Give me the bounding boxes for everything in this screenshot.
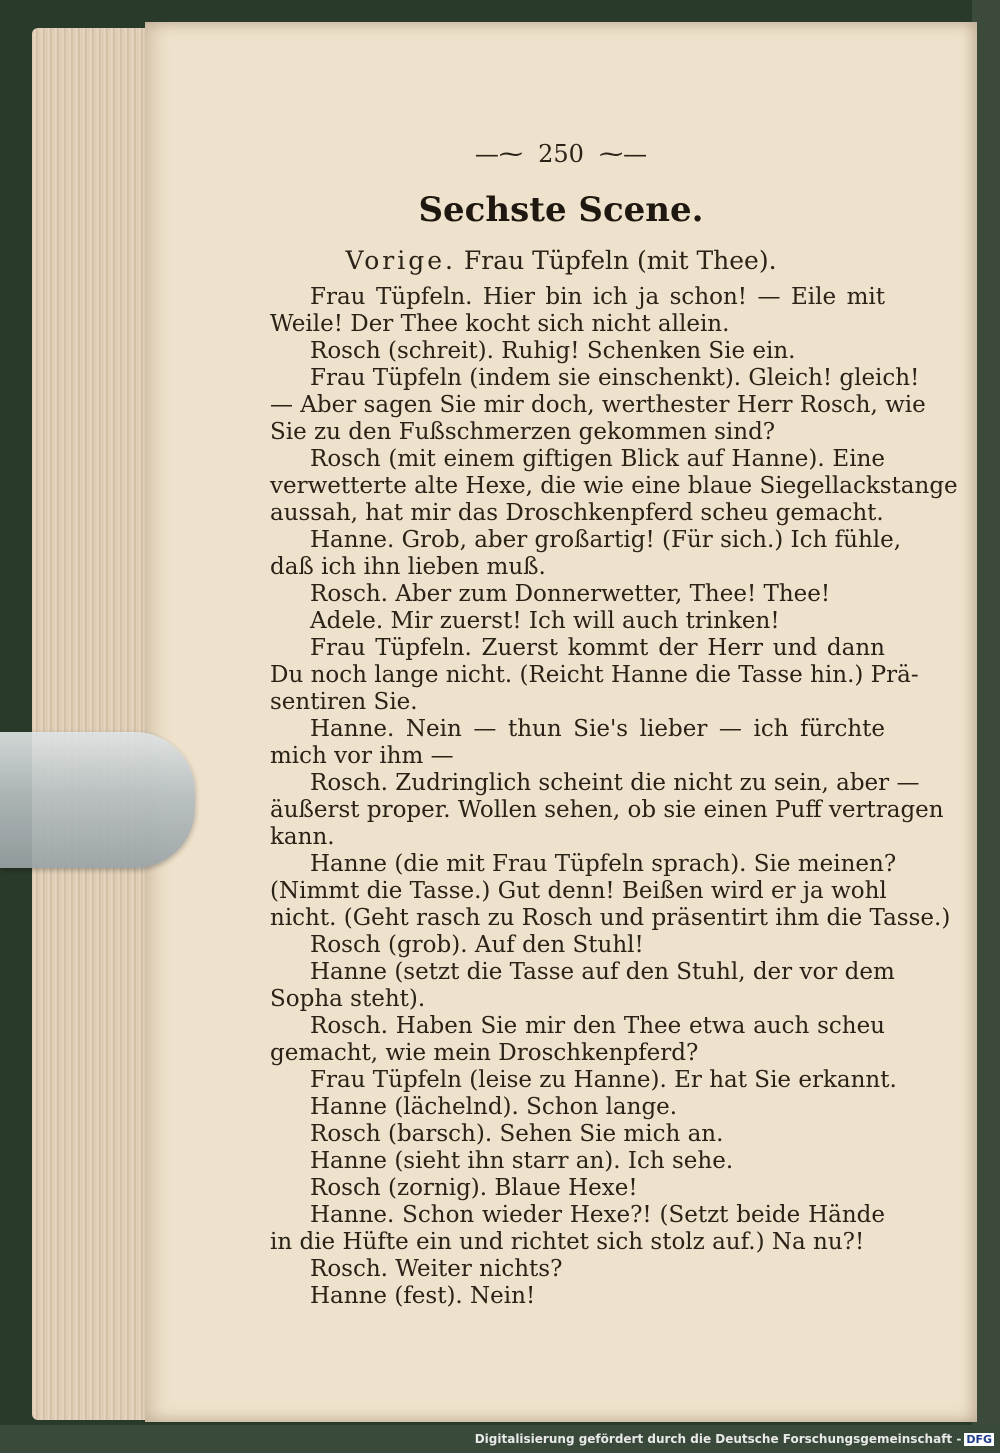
scene-title: Sechste Scene. — [418, 190, 704, 230]
text-line: daß ich ihn lieben muß. — [270, 554, 546, 580]
page-header — [145, 140, 977, 168]
text-line: gemacht, wie mein Droschkenpferd? — [270, 1040, 699, 1066]
text-line: in die Hüfte ein und richtet sich stolz auf.) Na nu?! — [270, 1229, 865, 1255]
text-line: Rosch (grob). Auf den Stuhl! — [310, 932, 644, 958]
text-line: Rosch (barsch). Sehen Sie mich an. — [310, 1121, 724, 1147]
text-line: Hanne (fest). Nein! — [310, 1283, 536, 1309]
text-line: Rosch. Weiter nichts? — [310, 1256, 563, 1282]
text-line: Hanne (setzt die Tasse auf den Stuhl, der vor dem — [310, 959, 895, 985]
text-line: Hanne. Nein — thun Sie's lieber — ich fürchte — [310, 716, 885, 742]
cast-rest: Frau Tüpfeln (mit Thee). — [463, 246, 777, 275]
page-edges — [32, 28, 150, 1420]
text-line: Sie zu den Fußschmerzen gekommen sind? — [270, 419, 776, 445]
text-line: Rosch (schreit). Ruhig! Schenken Sie ein. — [310, 338, 796, 364]
book-page — [145, 22, 977, 1422]
footer-credit — [475, 1432, 994, 1446]
page-text — [270, 284, 958, 1310]
text-line: Rosch. Zudringlich scheint die nicht zu sein, aber — — [310, 770, 920, 796]
text-line: Frau Tüpfeln (leise zu Hanne). Er hat Sie erkannt. — [310, 1067, 897, 1093]
page-number: 250 — [538, 140, 584, 168]
text-line: (Nimmt die Tasse.) Gut denn! Beißen wird er ja wohl — [270, 878, 887, 904]
text-line: sentiren Sie. — [270, 689, 418, 715]
text-line: Hanne (die mit Frau Tüpfeln sprach). Sie meinen? — [310, 851, 897, 877]
text-line: Hanne. Schon wieder Hexe?! (Setzt beide Hände — [310, 1202, 885, 1228]
text-line: äußerst proper. Wollen sehen, ob sie einen Puff vertragen — [270, 797, 944, 823]
text-line: Frau Tüpfeln. Hier bin ich ja schon! — Eile mit — [310, 284, 885, 310]
text-line: Rosch. Aber zum Donnerwetter, Thee! Thee! — [310, 581, 831, 607]
text-line: verwetterte alte Hexe, die wie eine blaue Siegellackstange — [270, 473, 958, 499]
text-line: Rosch (zornig). Blaue Hexe! — [310, 1175, 638, 1201]
text-line: Hanne (lächelnd). Schon lange. — [310, 1094, 678, 1120]
text-line: aussah, hat mir das Droschkenpferd scheu gemacht. — [270, 500, 884, 526]
text-line: Rosch (mit einem giftigen Blick auf Hanne). Eine — [310, 446, 885, 472]
dfg-logo: DFG — [966, 1433, 992, 1446]
text-line: Sopha steht). — [270, 986, 426, 1012]
text-line: Frau Tüpfeln. Zuerst kommt der Herr und dann — [310, 635, 885, 661]
text-line: nicht. (Geht rasch zu Rosch und präsentirt ihm die Tasse.) — [270, 905, 951, 931]
text-line: Hanne. Grob, aber großartig! (Für sich.) Ich fühle, — [310, 527, 902, 553]
text-line: Adele. Mir zuerst! Ich will auch trinken! — [310, 608, 780, 634]
cast-line — [145, 246, 977, 275]
text-line: Hanne (sieht ihn starr an). Ich sehe. — [310, 1148, 734, 1174]
header-ornament-left: —⁓ — [474, 140, 523, 168]
text-line: Rosch. Haben Sie mir den Thee etwa auch scheu — [310, 1013, 885, 1039]
footer-text: Digitalisierung gefördert durch die Deutsche Forschungsgemeinschaft - — [474, 1432, 962, 1446]
text-line: Du noch lange nicht. (Reicht Hanne die Tasse hin.) Prä- — [270, 662, 919, 688]
header-ornament-right: ⁓— — [599, 140, 648, 168]
bookmark-tab — [0, 732, 195, 868]
text-line: Weile! Der Thee kocht sich nicht allein. — [270, 311, 730, 337]
cast-label: Vorige. — [345, 246, 456, 275]
text-line: — Aber sagen Sie mir doch, werthester Herr Rosch, wie — [270, 392, 926, 418]
text-line: Frau Tüpfeln (indem sie einschenkt). Gleich! gleich! — [310, 365, 920, 391]
text-line: mich vor ihm — — [270, 743, 454, 769]
text-line: kann. — [270, 824, 335, 850]
